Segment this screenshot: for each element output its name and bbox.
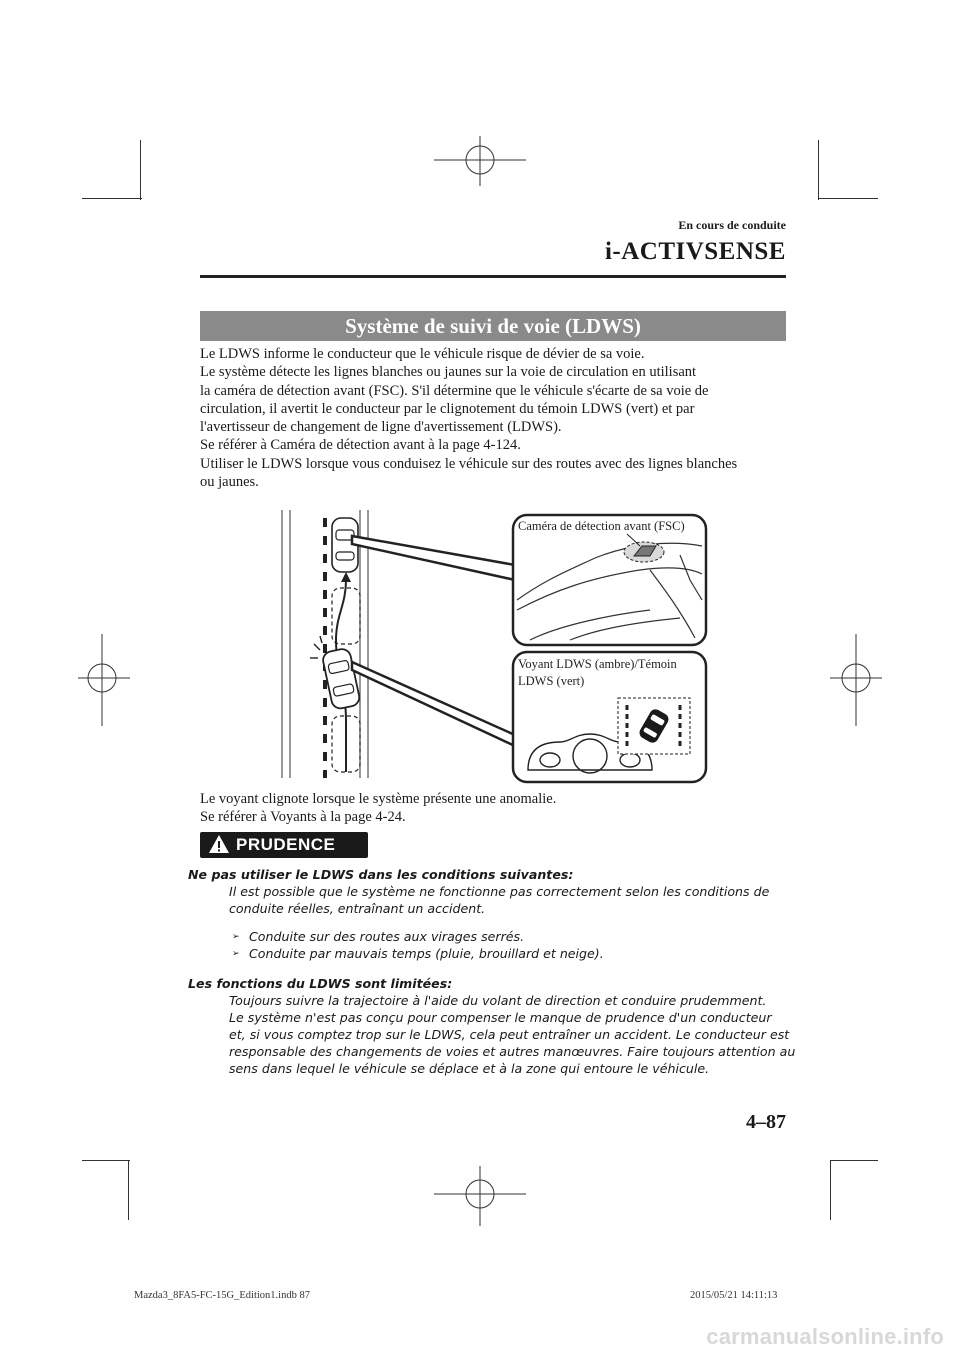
after-figure-paragraph [200, 790, 556, 827]
bullet-text: Conduite par mauvais temps (pluie, brouillard et neige). [249, 946, 604, 961]
camera-callout-label: Caméra de détection avant (FSC) [518, 519, 685, 533]
caution-text-line: et, si vous comptez trop sur le LDWS, cela peut entraîner un accident. Le conducteur est [229, 1027, 790, 1042]
intro-line: Le système détecte les lignes blanches ou jaunes sur la voie de circulation en utilisant [200, 364, 697, 381]
crop-mark [128, 1160, 129, 1220]
crop-mark [140, 140, 141, 200]
indicator-callout-label [518, 656, 677, 690]
caution-label: PRUDENCE [236, 835, 336, 854]
chapter-header: i-ACTIVSENSE [604, 238, 786, 265]
bullet-arrow-icon: ➢ [232, 932, 240, 942]
caution-text-line: Il est possible que le système ne fonctionne pas correctement selon les conditions de [229, 884, 770, 899]
caution-block [188, 866, 798, 1077]
caution-text-line: responsable des changements de voies et autres manœuvres. Faire toujours attention au [229, 1044, 796, 1059]
after-line: Le voyant clignote lorsque le système présente une anomalie. [200, 791, 557, 807]
header-rule [200, 275, 786, 278]
footer-date: 2015/05/21 14:11:13 [690, 1290, 778, 1301]
crop-mark [82, 1160, 130, 1161]
after-line: Se référer à Voyants à la page 4-24. [200, 809, 406, 826]
crop-mark [82, 198, 142, 199]
watermark-text: carmanualsonline.info [706, 1324, 944, 1349]
intro-line: Le LDWS informe le conducteur que le véhicule risque de dévier de sa voie. [200, 346, 645, 362]
caution-bullet [188, 945, 798, 962]
ldws-indicator-icon [618, 698, 690, 754]
registration-mark [434, 1166, 526, 1226]
caution-heading: Ne pas utiliser le LDWS dans les conditions suivantes: [188, 867, 574, 882]
registration-mark [434, 136, 526, 192]
intro-line: Se référer à Caméra de détection avant à la page 4-124. [200, 437, 521, 454]
caution-text-line: sens dans lequel le véhicule se déplace et à la zone qui entoure le véhicule. [229, 1061, 710, 1076]
intro-line: l'avertisseur de changement de ligne d'avertissement (LDWS). [200, 419, 562, 436]
crop-mark [830, 1160, 831, 1220]
caution-badge [200, 832, 368, 858]
crop-mark [830, 1160, 878, 1161]
intro-line: la caméra de détection avant (FSC). S'il détermine que le véhicule s'écarte de sa voie de [200, 382, 709, 399]
bullet-text: Conduite sur des routes aux virages serrés. [249, 929, 525, 944]
caution-text-line: conduite réelles, entraînant un accident. [229, 901, 486, 916]
warning-icon [208, 834, 230, 854]
footer-file: Mazda3_8FA5-FC-15G_Edition1.indb 87 [134, 1290, 310, 1301]
intro-paragraph [200, 345, 790, 491]
intro-line: Utiliser le LDWS lorsque vous conduisez le véhicule sur des routes avec des lignes blanches [200, 455, 738, 472]
bullet-arrow-icon: ➢ [232, 949, 240, 959]
page-title: Système de suivi de voie (LDWS) [200, 311, 786, 341]
car-drifting-icon [321, 647, 360, 710]
caution-bullet [188, 928, 798, 945]
caution-text-line: Toujours suivre la trajectoire à l'aide du volant de direction et conduire prudemment. [229, 993, 767, 1008]
indicator-label-line: Voyant LDWS (ambre)/Témoin [518, 657, 677, 671]
intro-line: ou jaunes. [200, 474, 259, 491]
caution-text-line: Le système n'est pas conçu pour compenser le manque de prudence d'un conducteur [229, 1010, 772, 1025]
registration-mark [830, 634, 882, 726]
crop-mark [818, 140, 819, 200]
ldws-illustration [270, 510, 710, 790]
crop-mark [818, 198, 878, 199]
registration-mark [78, 634, 130, 726]
intro-line: circulation, il avertit le conducteur par le clignotement du témoin LDWS (vert) et par [200, 400, 695, 417]
blink-icon [310, 636, 322, 658]
indicator-label-line: LDWS (vert) [518, 674, 585, 688]
section-header: En cours de conduite [678, 218, 786, 232]
watermark [0, 1324, 960, 1348]
caution-heading: Les fonctions du LDWS sont limitées: [188, 976, 453, 991]
page-number: 4–87 [746, 1111, 786, 1133]
